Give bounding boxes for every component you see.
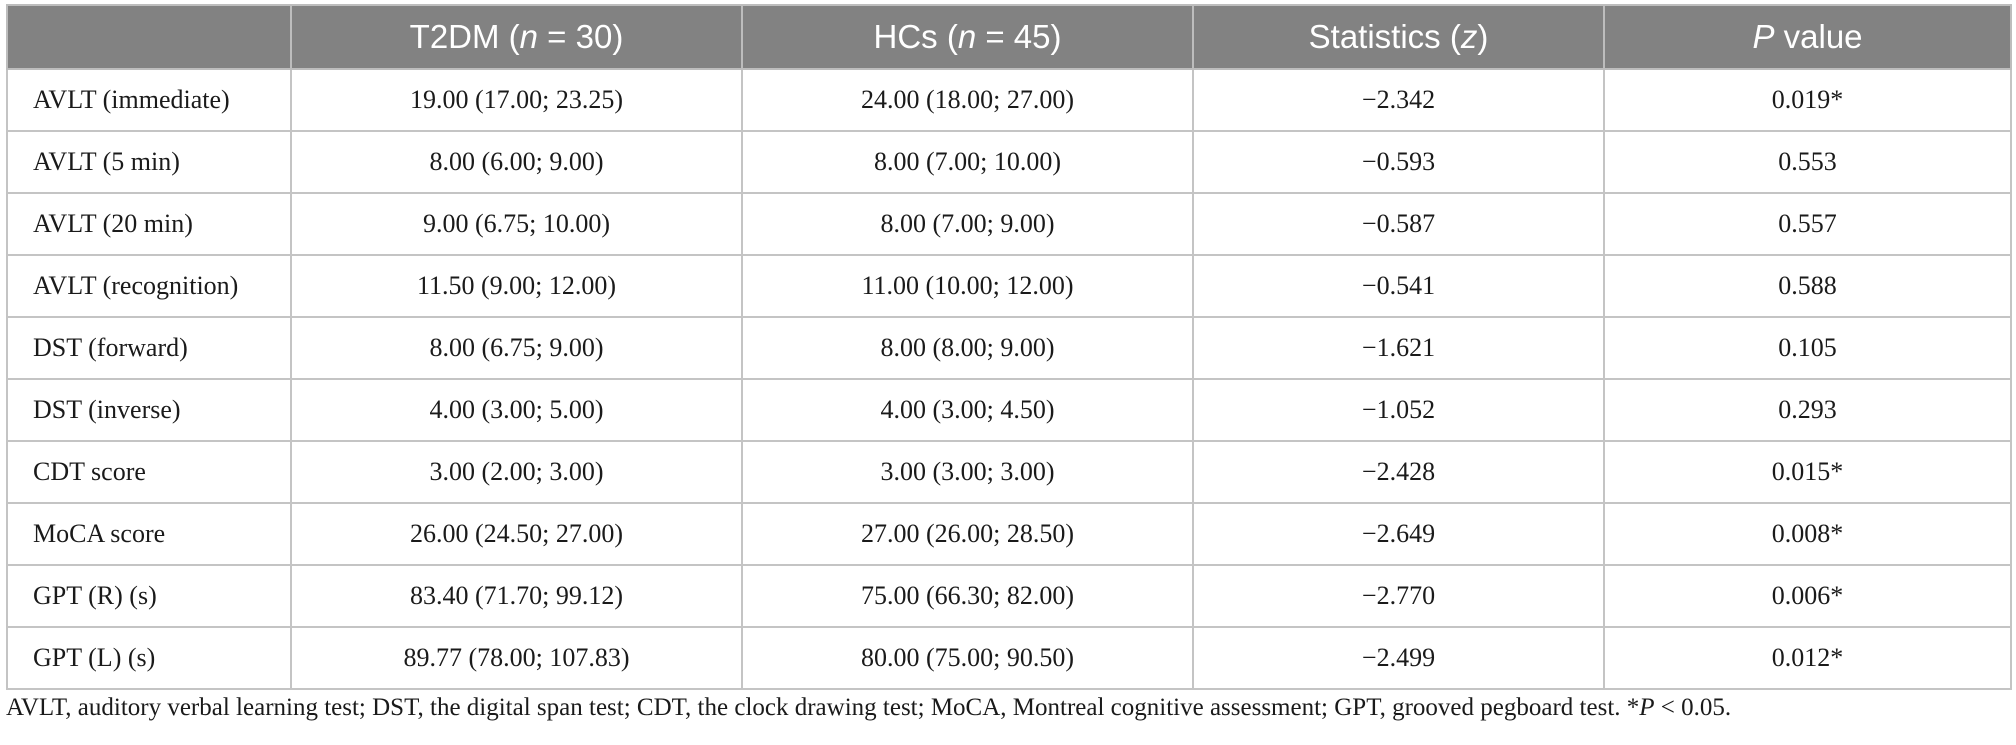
t2dm-value: 3.00 (2.00; 3.00): [291, 441, 742, 503]
p-value: 0.553: [1604, 131, 2011, 193]
p-value: 0.015*: [1604, 441, 2011, 503]
results-table: [6, 4, 2012, 690]
row-label: DST (forward): [7, 317, 291, 379]
t2dm-value: 8.00 (6.75; 9.00): [291, 317, 742, 379]
row-label: CDT score: [7, 441, 291, 503]
z-value: −1.052: [1193, 379, 1604, 441]
t2dm-value: 89.77 (78.00; 107.83): [291, 627, 742, 689]
p-value: 0.293: [1604, 379, 2011, 441]
row-label: GPT (L) (s): [7, 627, 291, 689]
p-value: 0.008*: [1604, 503, 2011, 565]
table-row: [7, 131, 2011, 193]
p-value: 0.105: [1604, 317, 2011, 379]
p-value: 0.588: [1604, 255, 2011, 317]
table-row: [7, 193, 2011, 255]
z-value: −1.621: [1193, 317, 1604, 379]
z-value: −0.593: [1193, 131, 1604, 193]
hcs-value: 75.00 (66.30; 82.00): [742, 565, 1193, 627]
p-value: 0.012*: [1604, 627, 2011, 689]
table-row: [7, 69, 2011, 131]
table-row: [7, 503, 2011, 565]
p-value: 0.006*: [1604, 565, 2011, 627]
row-label: AVLT (recognition): [7, 255, 291, 317]
t2dm-value: 9.00 (6.75; 10.00): [291, 193, 742, 255]
results-table-container: [6, 4, 2010, 690]
hcs-value: 27.00 (26.00; 28.50): [742, 503, 1193, 565]
header-t2dm: T2DM (n = 30): [291, 5, 742, 69]
t2dm-value: 4.00 (3.00; 5.00): [291, 379, 742, 441]
z-value: −2.428: [1193, 441, 1604, 503]
hcs-value: 11.00 (10.00; 12.00): [742, 255, 1193, 317]
hcs-value: 8.00 (7.00; 10.00): [742, 131, 1193, 193]
table-row: [7, 441, 2011, 503]
row-label: AVLT (5 min): [7, 131, 291, 193]
hcs-value: 8.00 (8.00; 9.00): [742, 317, 1193, 379]
header-measure: [7, 5, 291, 69]
table-row: [7, 627, 2011, 689]
t2dm-value: 83.40 (71.70; 99.12): [291, 565, 742, 627]
row-label: MoCA score: [7, 503, 291, 565]
table-row: [7, 379, 2011, 441]
header-p-value: P value: [1604, 5, 2011, 69]
row-label: AVLT (immediate): [7, 69, 291, 131]
table-row: [7, 565, 2011, 627]
z-value: −2.342: [1193, 69, 1604, 131]
header-hcs: HCs (n = 45): [742, 5, 1193, 69]
z-value: −2.649: [1193, 503, 1604, 565]
p-value: 0.019*: [1604, 69, 2011, 131]
p-value: 0.557: [1604, 193, 2011, 255]
hcs-value: 8.00 (7.00; 9.00): [742, 193, 1193, 255]
hcs-value: 4.00 (3.00; 4.50): [742, 379, 1193, 441]
table-header-row: [7, 5, 2011, 69]
table-row: [7, 255, 2011, 317]
t2dm-value: 26.00 (24.50; 27.00): [291, 503, 742, 565]
z-value: −0.541: [1193, 255, 1604, 317]
t2dm-value: 11.50 (9.00; 12.00): [291, 255, 742, 317]
hcs-value: 24.00 (18.00; 27.00): [742, 69, 1193, 131]
row-label: GPT (R) (s): [7, 565, 291, 627]
row-label: DST (inverse): [7, 379, 291, 441]
z-value: −2.770: [1193, 565, 1604, 627]
table-footnote: AVLT, auditory verbal learning test; DST, the digital span test; CDT, the clock drawing test; MoCA, Montreal cognitive assessment; GPT, grooved pegboard test. *P < 0.05.: [6, 694, 1732, 721]
table-row: [7, 317, 2011, 379]
t2dm-value: 19.00 (17.00; 23.25): [291, 69, 742, 131]
z-value: −2.499: [1193, 627, 1604, 689]
t2dm-value: 8.00 (6.00; 9.00): [291, 131, 742, 193]
z-value: −0.587: [1193, 193, 1604, 255]
header-statistics: Statistics (z): [1193, 5, 1604, 69]
hcs-value: 3.00 (3.00; 3.00): [742, 441, 1193, 503]
hcs-value: 80.00 (75.00; 90.50): [742, 627, 1193, 689]
row-label: AVLT (20 min): [7, 193, 291, 255]
